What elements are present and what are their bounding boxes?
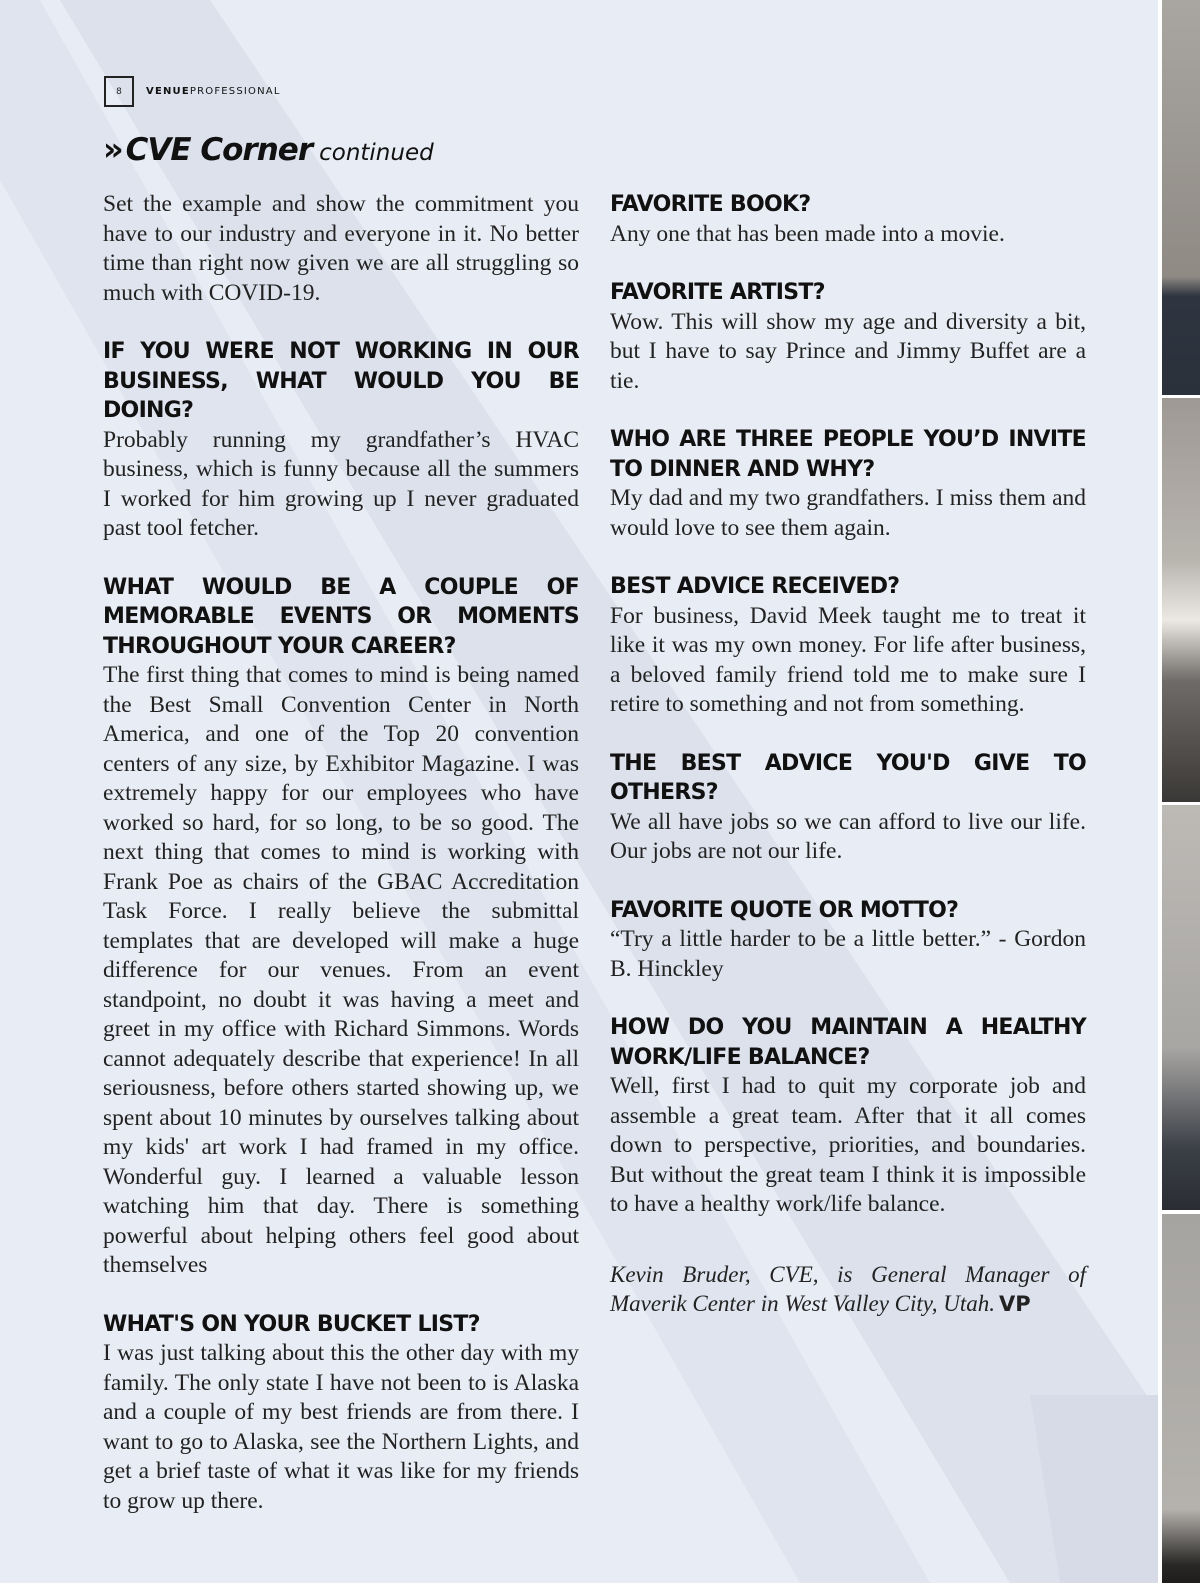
vp-end-mark: VP [998, 1292, 1031, 1316]
answer-paragraph: My dad and my two grandfathers. I miss them and would love to see them again. [610, 485, 1086, 541]
section-title-text: CVE Corner [125, 132, 313, 168]
section-title [103, 130, 434, 174]
question-heading: WHAT WOULD BE A COUPLE OF MEMORABLE EVENTS OR MOMENTS THROUGHOUT YOUR CAREER? [103, 574, 579, 659]
question-heading: HOW DO YOU MAINTAIN A HEALTHY WORK/LIFE BALANCE? [610, 1015, 1086, 1070]
left-column [103, 190, 579, 1545]
intro-paragraph: Set the example and show the commitment you have to our industry and everyone in it. No better time than right now given we are all struggling so much with COVID-19. [103, 191, 579, 306]
photo-strip [1158, 0, 1200, 1583]
section-subtitle: continued [319, 140, 434, 166]
question-heading: FAVORITE BOOK? [610, 192, 811, 217]
answer-paragraph: For business, David Meek taught me to treat it like it was my own money. For life after business, a beloved family friend told me to make sure I retire to something and not from something. [610, 602, 1086, 717]
answer-paragraph: I was just talking about this the other day with my family. The only state I have not been to is Alaska and a couple of my best friends are from there. I want to go to Alaska, see the Northern Lights, and get a brief taste of what it was like for my friends to grow up there. [103, 1340, 579, 1514]
question-heading: BEST ADVICE RECEIVED? [610, 574, 900, 599]
masthead-brand-rest: PROFESSIONAL [189, 86, 281, 97]
photo-segment [1162, 398, 1200, 802]
answer-paragraph: Any one that has been made into a movie. [610, 220, 1005, 247]
answer-paragraph: Probably running my grandfather’s HVAC business, which is funny because all the summers I worked for him growing up I never graduated past tool fetcher. [103, 426, 579, 541]
right-column [610, 190, 1086, 1343]
question-heading: WHO ARE THREE PEOPLE YOU’D INVITE TO DINNER AND WHY? [610, 427, 1086, 482]
answer-paragraph: Wow. This will show my age and diversity a bit, but I have to say Prince and Jimmy Buffet are a tie. [610, 308, 1086, 394]
photo-segment [1162, 1214, 1200, 1583]
answer-paragraph: We all have jobs so we can afford to live our life. Our jobs are not our life. [610, 808, 1086, 864]
answer-paragraph: “Try a little harder to be a little better.” - Gordon B. Hinckley [610, 926, 1086, 982]
answer-paragraph: Well, first I had to quit my corporate job and assemble a great team. After that it all comes down to perspective, priorities, and boundaries. But without the great team I think it is impossible to have a healthy work/life balance. [610, 1073, 1086, 1217]
question-heading: IF YOU WERE NOT WORKING IN OUR BUSINESS, WHAT WOULD YOU BE DOING? [103, 339, 579, 423]
page-number: 8 [104, 76, 134, 107]
answer-paragraph: The first thing that comes to mind is being named the Best Small Convention Center in North America, and one of the Top 20 convention centers of any size, by Exhibitor Magazine. I was extremely happy for our employees who have worked so hard, for so long, to be so good. The next thing that comes to mind is working with Frank Poe as chairs of the GBAC Accreditation Task Force. I really believe the submittal templates that are developed will make a huge difference for our venues. From an event standpoint, no doubt it was having a meet and greet in my office with Richard Simmons. Words cannot adequately describe that experience! In all seriousness, before others started showing up, we spent about 10 minutes by ourselves talking about my kids' art work I had framed in my office. Wonderful guy. I learned a valuable lesson watching him that day. There is something powerful about helping others feel good about themselves [103, 662, 579, 1278]
question-heading: WHAT'S ON YOUR BUCKET LIST? [103, 1311, 480, 1337]
question-heading: THE BEST ADVICE YOU'D GIVE TO OTHERS? [610, 750, 1086, 805]
byline-text: Kevin Bruder, CVE, is General Manager of Maverik Center in West Valley City, Utah. [610, 1261, 1086, 1316]
question-heading: FAVORITE QUOTE OR MOTTO? [610, 897, 959, 923]
photo-segment [1162, 0, 1200, 395]
photo-segment [1162, 805, 1200, 1210]
double-chevron-icon: » [103, 130, 120, 168]
question-heading: FAVORITE ARTIST? [610, 280, 825, 305]
masthead [146, 86, 281, 97]
masthead-brand-bold: VENUE [146, 86, 190, 97]
author-byline [610, 1260, 1086, 1320]
